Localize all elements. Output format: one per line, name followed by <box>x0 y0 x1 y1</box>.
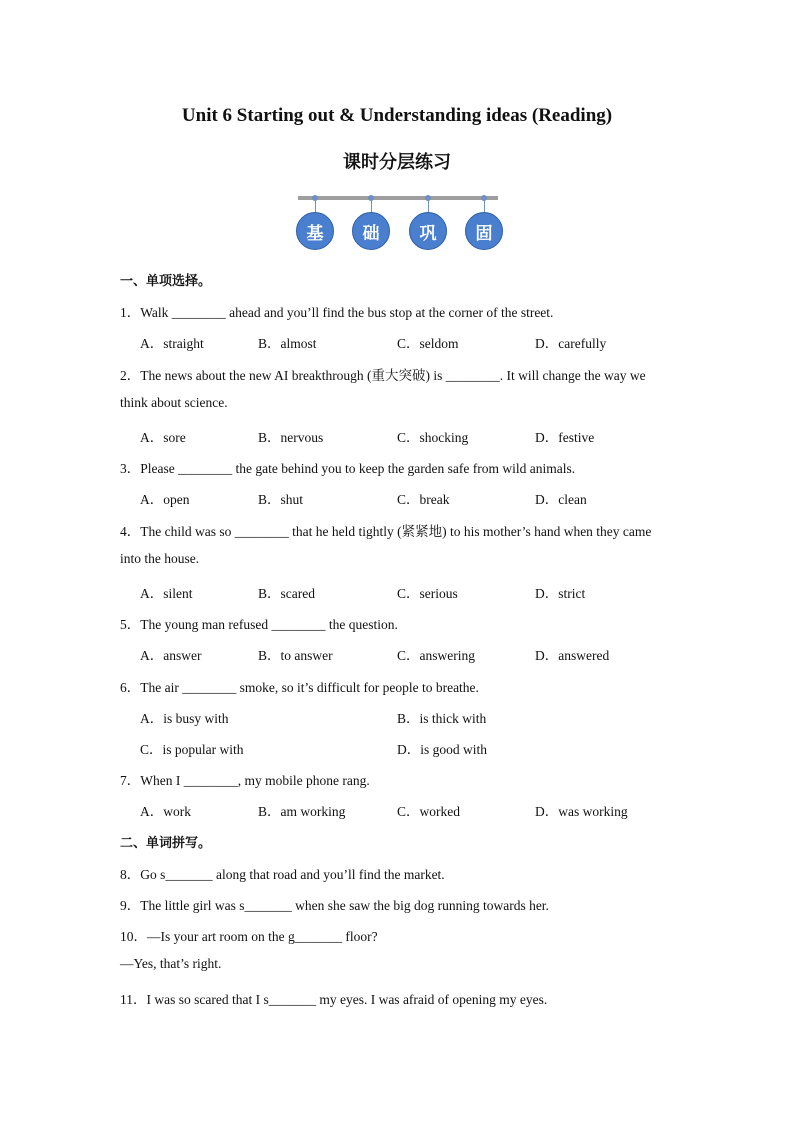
badge-2-label: 础 <box>352 212 390 250</box>
section-1-heading: 一、单项选择。 <box>120 274 212 289</box>
question-6-options-row-1 <box>140 707 680 727</box>
badge-3-label: 巩 <box>409 212 447 250</box>
q6-option-c: C．is popular with <box>140 742 244 757</box>
spelling-item-10-reply: —Yes, that’s right. <box>120 956 222 971</box>
q6-option-d: D．is good with <box>397 742 488 757</box>
q5-option-a: A．answer <box>140 648 202 663</box>
question-2-options <box>140 426 680 446</box>
question-3-options <box>140 488 680 508</box>
question-7-options <box>140 800 680 820</box>
section-2-heading: 二、单词拼写。 <box>120 836 212 851</box>
spelling-item-10: 10．—Is your art room on the g_______ floor? <box>120 929 378 944</box>
question-4-options <box>140 582 680 602</box>
q3-option-d: D．clean <box>535 492 587 507</box>
q1-option-a: A．straight <box>140 336 204 351</box>
spelling-item-9: 9．The little girl was s_______ when she saw the big dog running towards her. <box>120 898 549 913</box>
q1-option-c: C．seldom <box>397 336 459 351</box>
q2-option-c: C．shocking <box>397 430 469 445</box>
page-title: Unit 6 Starting out & Understanding ideas (Reading) <box>181 105 613 126</box>
badge-4 <box>465 193 503 253</box>
badge-2 <box>352 193 390 253</box>
badge-3 <box>409 193 447 253</box>
q4-option-a: A．silent <box>140 586 193 601</box>
q7-option-d: D．was working <box>535 804 628 819</box>
question-2: 2．The news about the new AI breakthrough (重大突破) is ________. It will change the way we <box>120 368 646 383</box>
q5-option-c: C．answering <box>397 648 475 663</box>
badge-1-label: 基 <box>296 212 334 250</box>
q4-option-b: B．scared <box>258 586 315 601</box>
spelling-item-8: 8．Go s_______ along that road and you’ll find the market. <box>120 867 445 882</box>
q7-option-b: B．am working <box>258 804 346 819</box>
question-4: 4．The child was so ________ that he held tightly (紧紧地) to his mother’s hand when they came <box>120 524 652 539</box>
q4-option-c: C．serious <box>397 586 458 601</box>
question-4-continued: into the house. <box>120 551 200 566</box>
q1-option-d: D．carefully <box>535 336 607 351</box>
q5-option-b: B．to answer <box>258 648 333 663</box>
q7-option-a: A．work <box>140 804 191 819</box>
question-2-continued: think about science. <box>120 395 228 410</box>
badge-1 <box>296 193 334 253</box>
foundation-banner <box>296 193 500 253</box>
question-3: 3．Please ________ the gate behind you to keep the garden safe from wild animals. <box>120 461 576 476</box>
q7-option-c: C．worked <box>397 804 460 819</box>
question-1: 1．Walk ________ ahead and you’ll find the bus stop at the corner of the street. <box>120 305 554 320</box>
question-1-options <box>140 332 680 352</box>
q3-option-c: C．break <box>397 492 450 507</box>
page-subtitle: 课时分层练习 <box>343 152 451 173</box>
q3-option-a: A．open <box>140 492 190 507</box>
q6-option-a: A．is busy with <box>140 711 229 726</box>
question-7: 7．When I ________, my mobile phone rang. <box>120 773 370 788</box>
q6-option-b: B．is thick with <box>397 711 487 726</box>
q2-option-b: B．nervous <box>258 430 324 445</box>
q2-option-a: A．sore <box>140 430 186 445</box>
spelling-item-11: 11．I was so scared that I s_______ my eyes. I was afraid of opening my eyes. <box>120 992 548 1007</box>
badge-4-label: 固 <box>465 212 503 250</box>
q5-option-d: D．answered <box>535 648 610 663</box>
question-5: 5．The young man refused ________ the question. <box>120 617 398 632</box>
q3-option-b: B．shut <box>258 492 304 507</box>
q2-option-d: D．festive <box>535 430 595 445</box>
question-5-options <box>140 644 680 664</box>
question-6-options-row-2 <box>140 738 680 758</box>
question-6: 6．The air ________ smoke, so it’s difficult for people to breathe. <box>120 680 479 695</box>
q4-option-d: D．strict <box>535 586 586 601</box>
q1-option-b: B．almost <box>258 336 317 351</box>
